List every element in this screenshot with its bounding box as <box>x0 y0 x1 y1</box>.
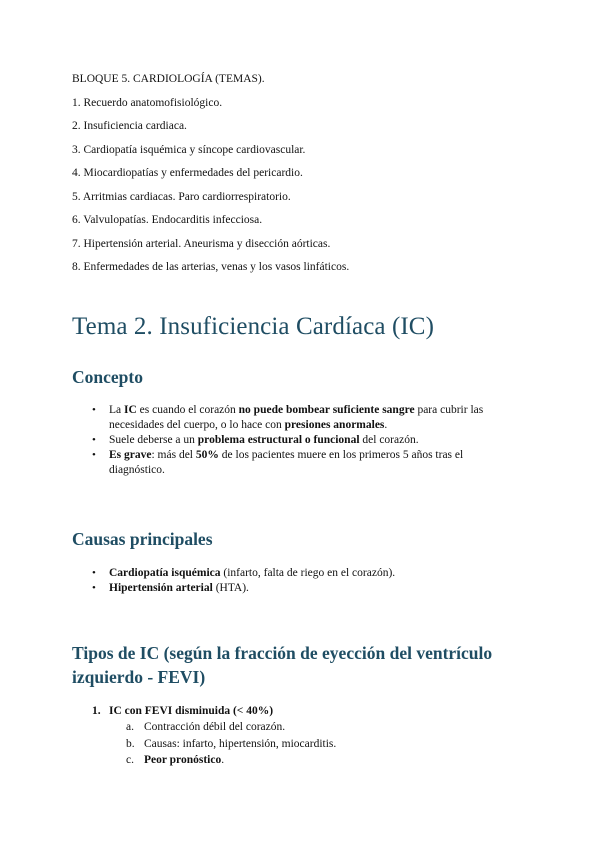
topic-item: 7. Hipertensión arterial. Aneurisma y disección aórticas. <box>72 237 331 250</box>
section-heading-causas: Causas principales <box>72 529 213 549</box>
list-item: • Es grave: más del 50% de los pacientes muere en los primeros 5 años tras el diagnóstico. <box>92 448 512 478</box>
topic-item: 2. Insuficiencia cardiaca. <box>72 120 187 132</box>
sub-item: c. Peor pronóstico. <box>126 754 225 766</box>
causas-list <box>92 566 512 596</box>
list-item: • Cardiopatía isquémica (infarto, falta de riego en el corazón). <box>92 566 512 581</box>
topics-list <box>72 71 542 283</box>
topic-item: 5. Arritmias cardiacas. Paro cardiorrespiratorio. <box>72 190 291 203</box>
block-title: BLOQUE 5. CARDIOLOGÍA (TEMAS). <box>72 73 265 85</box>
topic-item: 8. Enfermedades de las arterias, venas y los vasos linfáticos. <box>72 261 350 273</box>
topic-item: 3. Cardiopatía isquémica y síncope cardiovascular. <box>72 143 306 156</box>
topic-item: 1. Recuerdo anatomofisiológico. <box>72 96 223 109</box>
section-heading-concepto: Concepto <box>72 367 143 387</box>
concepto-list <box>92 403 512 478</box>
list-item: • La IC es cuando el corazón no puede bombear suficiente sangre para cubrir las necesidades del cuerpo, o lo hace con presiones anormales. <box>92 403 512 433</box>
topic-title: Tema 2. Insuficiencia Cardíaca (IC) <box>72 313 434 340</box>
sub-item: b. Causas: infarto, hipertensión, miocarditis. <box>126 737 337 750</box>
numbered-item: 1. IC con FEVI disminuida (< 40%) <box>92 705 274 717</box>
section-heading-tipos: Tipos de IC (según la fracción de eyección del ventrículo izquierdo - FEVI) <box>72 643 493 687</box>
list-item: • Hipertensión arterial (HTA). <box>92 581 512 596</box>
sub-item: a. Contracción débil del corazón. <box>126 721 286 733</box>
topic-item: 6. Valvulopatías. Endocarditis infecciosa. <box>72 214 263 226</box>
list-item: • Suele deberse a un problema estructural o funcional del corazón. <box>92 433 512 448</box>
sub-list <box>126 719 506 769</box>
topic-item: 4. Miocardiopatías y enfermedades del pericardio. <box>72 167 303 179</box>
